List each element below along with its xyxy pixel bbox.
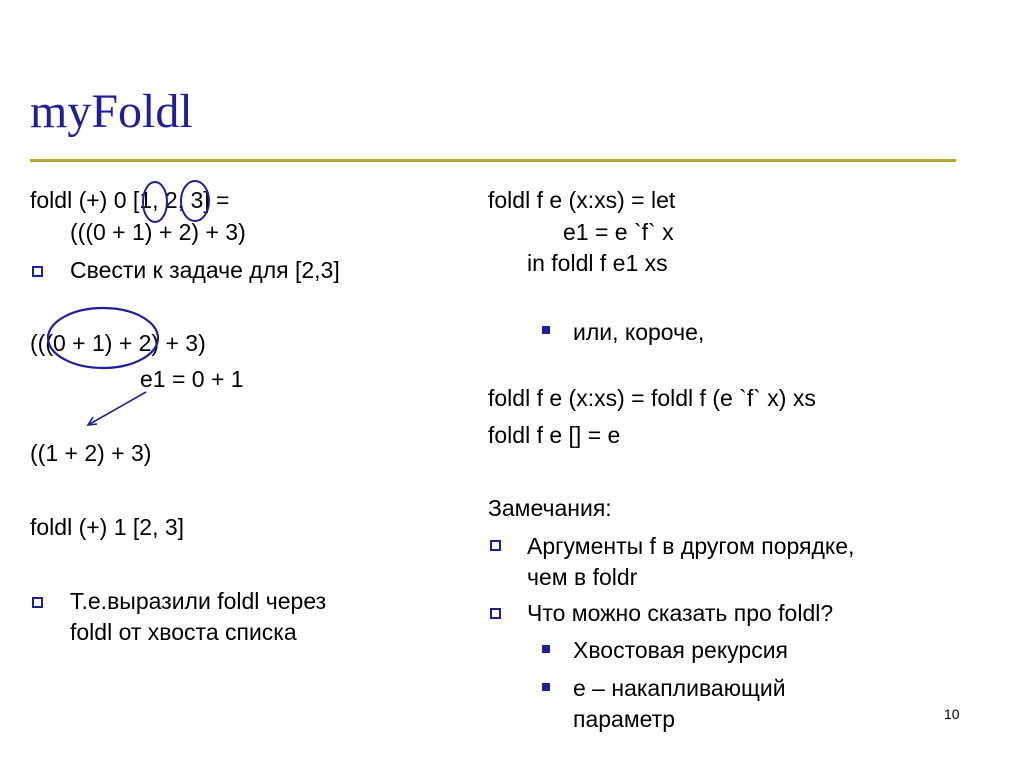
slide-title: myFoldl [30, 85, 193, 138]
definition-line3: in foldl f e1 xs [527, 250, 668, 276]
remarks-heading: Замечания: [488, 495, 612, 521]
expansion-line: (((0 + 1) + 2) + 3) [70, 219, 246, 245]
definition-short: foldl f e (x:xs) = foldl f (e `f` x) xs [488, 385, 816, 411]
definition-line2: e1 = e `f` x [563, 219, 674, 245]
arrow-head-icon [88, 417, 97, 425]
sub-bullet-shorter: или, короче, [573, 319, 705, 345]
expansion-line-repeat: (((0 + 1) + 2) + 3) [30, 330, 206, 356]
title-divider [30, 159, 956, 162]
filled-square-bullet-icon [542, 645, 550, 653]
hollow-square-bullet-icon [490, 540, 501, 551]
e1-definition: e1 = 0 + 1 [140, 366, 244, 392]
hollow-square-bullet-icon [32, 266, 43, 277]
remark2: Что можно сказать про foldl? [527, 600, 834, 626]
arrow-line [88, 392, 146, 425]
remark1-line2: чем в foldr [527, 564, 638, 590]
reduced-expansion: ((1 + 2) + 3) [30, 440, 152, 466]
definition-base-case: foldl f e [] = e [488, 422, 621, 448]
hollow-square-bullet-icon [32, 597, 43, 608]
filled-square-bullet-icon [542, 326, 550, 334]
remark2-sub-tail-recursion: Хвостовая рекурсия [573, 637, 788, 663]
hollow-square-bullet-icon [490, 608, 501, 619]
remark1-line1: Аргументы f в другом порядке, [527, 533, 855, 559]
foldl-tail-call: foldl (+) 1 [2, 3] [30, 514, 185, 540]
bullet-conclusion-line2: foldl от хвоста списка [70, 619, 297, 645]
bullet-reduce-task: Свести к задаче для [2,3] [70, 257, 340, 283]
remark2-sub-accumulator-line1: e – накапливающий [573, 675, 786, 701]
foldl-example-line: foldl (+) 0 [1, 2, 3] = [30, 187, 230, 213]
bullet-conclusion-line1: Т.е.выразили foldl через [70, 588, 327, 614]
filled-square-bullet-icon [542, 683, 550, 691]
page-number: 10 [944, 706, 960, 722]
definition-line1: foldl f e (x:xs) = let [488, 187, 676, 213]
remark2-sub-accumulator-line2: параметр [573, 706, 675, 732]
